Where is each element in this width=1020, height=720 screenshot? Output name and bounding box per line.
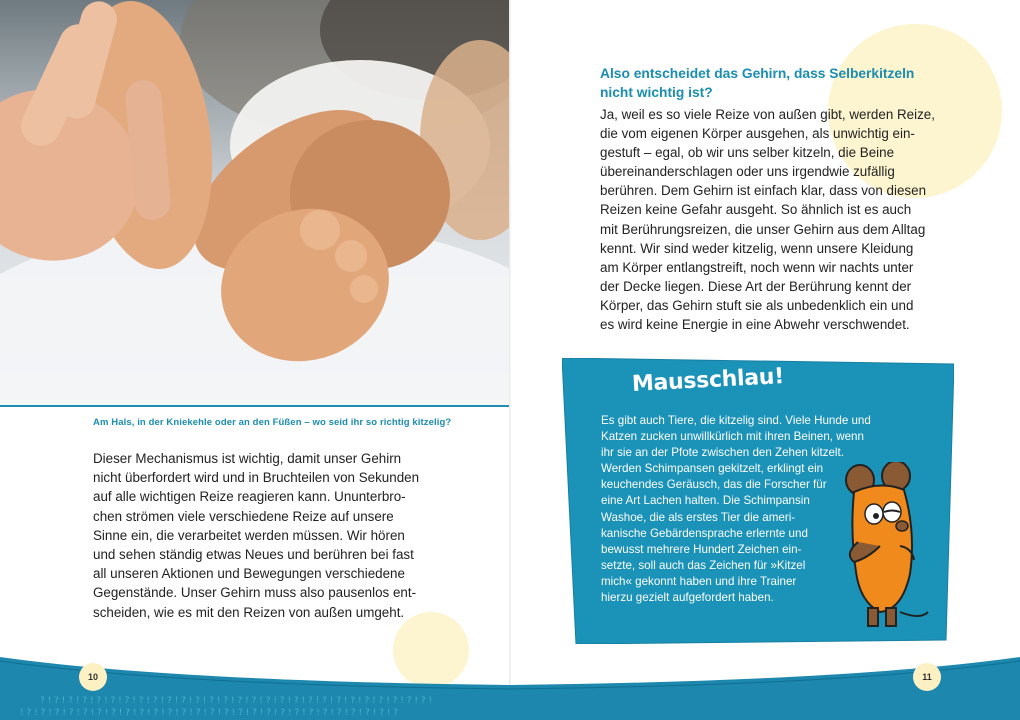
text-line: mit Berührungsreizen, die unser Gehirn aus dem Alltag: [600, 221, 926, 237]
box-line: hierzu gezielt aufgefordert haben.: [601, 591, 774, 605]
text-line: übereinanderschlagen oder uns irgendwie zufällig: [600, 164, 895, 180]
page-number: 11: [913, 663, 941, 691]
text-line: Gegenstände. Unser Gehirn muss also pausenlos ent-: [93, 585, 417, 601]
text-line: Ja, weil es so viele Reize von außen gibt, werden Reize,: [600, 107, 935, 122]
photo-divider: [0, 405, 510, 407]
box-line: setzte, soll auch das Zeichen für »Kitzel: [601, 558, 806, 572]
box-line: Es gibt auch Tiere, die kitzelig sind. Viele Hunde und: [601, 414, 871, 427]
box-title: Mausschlau!: [631, 364, 785, 397]
box-line: eine Art Lachen halten. Die Schimpansin: [601, 494, 810, 508]
text-line: nicht überfordert wird und in Bruchteilen von Sekunden: [93, 470, 420, 486]
text-line: der Decke liegen. Diese Art der Berührung kennt der: [600, 278, 912, 294]
book-gutter: [509, 0, 511, 720]
section-heading: [600, 64, 940, 102]
box-line: mich« gekonnt haben und ihre Trainer: [601, 574, 797, 588]
text-line: gestuft – egal, ob wir uns selber kitzeln, die Beine: [600, 145, 895, 161]
text-line: Dieser Mechanismus ist wichtig, damit unser Gehirn: [93, 451, 402, 466]
box-line: keuchendes Geräusch, das die Forscher für: [601, 478, 827, 492]
heading-line: nicht wichtig ist?: [600, 85, 713, 100]
footer-wave: [0, 645, 1020, 720]
text-line: berühren. Dem Gehirn ist einfach klar, dass von diesen: [600, 183, 927, 199]
feet-photo: [0, 0, 510, 406]
text-line: Reizen keine Gefahr ausgeht. So ähnlich ist es auch: [600, 202, 912, 218]
box-line: kanische Gebärdensprache erlernte und: [601, 526, 808, 540]
text-line: die vom eigenen Körper ausgehen, als unwichtig ein-: [600, 126, 915, 142]
text-line: auf alle wichtigen Reize reagieren kann. Ununterbro-: [93, 489, 406, 505]
heading-line: Also entscheidet das Gehirn, dass Selberkitzeln: [600, 66, 915, 81]
mouse-illustration: [840, 462, 932, 632]
left-body-text: [93, 449, 423, 622]
photo-caption: Am Hals, in der Kniekehle oder an den Füßen – wo seid ihr so richtig kitzelig?: [93, 417, 452, 428]
text-line: und sehen ständig etwas Neues und berühren bei fast: [93, 547, 414, 563]
text-line: Sinne ein, die verarbeitet werden müssen. Wir hören: [93, 527, 405, 543]
page-number: 10: [79, 663, 107, 691]
text-line: es wird keine Energie in eine Abwehr verschwendet.: [600, 317, 910, 333]
svg-text:? ! ? ! ? ! ? ! ? ! ? ! ? ! ?: ? ! ? ! ? ! ? ! ? ! ? ! ? ! ? ! ? ! ? ! ? ! ? ! ? ! ? ! ? ! ? ! ? ! ? ! ? ! ? ! ? ! ? ! ? ! ? ! ? ! ? ! ? ! ? !: [40, 696, 433, 706]
box-line: Katzen zucken unwillkürlich mit ihren Beinen, wenn: [601, 430, 864, 444]
text-line: am Körper entlangstreift, noch wenn wir nachts unter: [600, 259, 914, 275]
text-line: all unseren Aktionen und Bewegungen verschiedene: [93, 566, 405, 582]
box-line: bewusst mehrere Hundert Zeichen ein-: [601, 542, 802, 556]
box-line: ihr sie an der Pfote zwischen den Zehen kitzelt.: [601, 446, 844, 460]
text-line: Körper, das Gehirn stuft sie als unbedenklich ein und: [600, 297, 914, 313]
box-line: Washoe, die als erstes Tier die ameri-: [601, 510, 796, 524]
svg-text:! ? ! ? ! ? ! ? ! ? ! ? ! ? !: ! ? ! ? ! ? ! ? ! ? ! ? ! ? ! ? ! ? ! ? ! ? ! ? ! ? ! ? ! ? ! ? ! ? ! ? ! ? ! ? ! ? ! ? ! ? ! ? ! ? ! ? ! ?: [20, 708, 399, 718]
text-line: kennt. Wir sind weder kitzelig, wenn unsere Kleidung: [600, 240, 914, 256]
right-body-text: [600, 105, 940, 334]
text-line: scheiden, wie es mit den Reizen von außen umgeht.: [93, 604, 405, 620]
box-line: Werden Schimpansen gekitzelt, erklingt ein: [601, 462, 824, 476]
text-line: chen strömen viele verschiedene Reize auf unsere: [93, 508, 394, 524]
right-page: [510, 0, 1020, 720]
